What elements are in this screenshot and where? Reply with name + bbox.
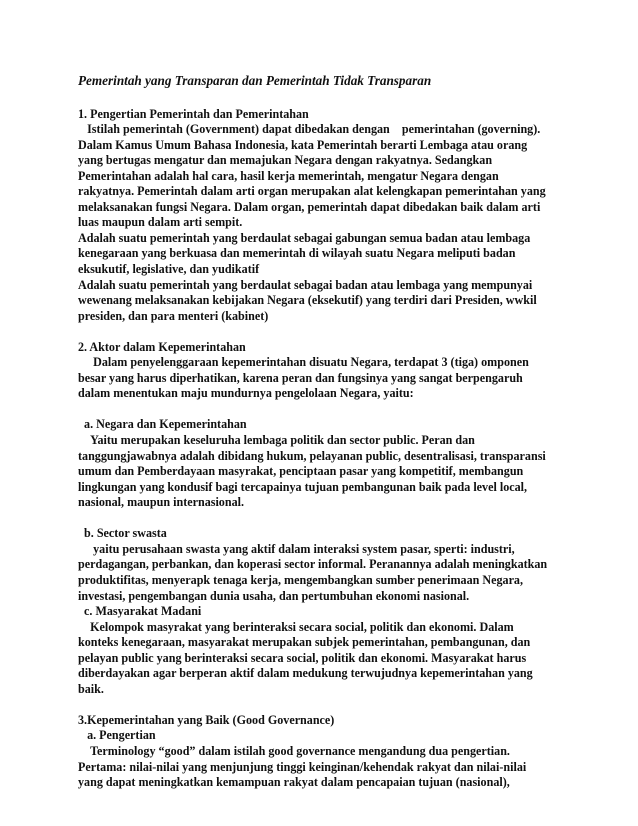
text-line: produktifitas, menyerapk tenaga kerja, mengembangkan sumber penerimaan Negara, bbox=[78, 572, 524, 587]
text-line: melaksanakan fungsi Negara. Dalam organ, pemerintah dapat dibedakan baik dalam arti bbox=[78, 199, 541, 214]
text-line: Kelompok masyrakat yang berinteraksi secara social, politik dan ekonomi. Dalam bbox=[78, 619, 514, 634]
text-line: b. Sector swasta bbox=[78, 526, 167, 541]
text-line: kenegaraan yang berkuasa dan memerintah di wilayah suatu Negara meliputi badan bbox=[78, 246, 516, 261]
text-line: investasi, pengembangan dunia usaha, dan pertumbuhan ekonomi nasional. bbox=[78, 588, 470, 603]
document-body bbox=[78, 70, 578, 791]
text-line: nasional, maupun internasional. bbox=[78, 495, 245, 510]
text-line: eksukutif, legislative, dan yudikatif bbox=[78, 262, 260, 277]
text-line: a. Negara dan Kepemerintahan bbox=[78, 417, 247, 432]
text-line: luas maupun dalam arti sempit. bbox=[78, 215, 243, 230]
text-line: 3.Kepemerintahan yang Baik (Good Governance) bbox=[78, 712, 335, 727]
text-line: Adalah suatu pemerintah yang berdaulat sebagai gabungan semua badan atau lembaga bbox=[78, 230, 531, 245]
text-line: umum dan Pemberdayaan masyrakat, penciptaan pasar yang kompetitif, membangun bbox=[78, 464, 524, 479]
text-line: diberdayakan agar berperan aktif dalam medukung terwujudnya kepemerintahan yang bbox=[78, 666, 533, 681]
text-line: Istilah pemerintah (Government) dapat dibedakan dengan pemerintahan (governing). bbox=[78, 122, 541, 137]
text-line: konteks kenegaraan, masyarakat merupakan subjek pemerintahan, pembangunan, dan bbox=[78, 635, 531, 650]
document-text bbox=[78, 91, 578, 791]
text-line: Yaitu merupakan keseluruha lembaga politik dan sector public. Peran dan bbox=[78, 433, 475, 448]
text-line: lingkungan yang kondusif bagi tercapainya tujuan pembangunan baik pada level local, bbox=[78, 479, 528, 494]
text-line: Adalah suatu pemerintah yang berdaulat sebagai badan atau lembaga yang mempunyai bbox=[78, 277, 533, 292]
text-line: 1. Pengertian Pemerintah dan Pemerintahan bbox=[78, 106, 309, 121]
blank-line bbox=[78, 511, 578, 527]
text-line: Dalam Kamus Umum Bahasa Indonesia, kata Pemerintah berarti Lembaga atau orang bbox=[78, 137, 528, 152]
text-line: wewenang melaksanakan kebijakan Negara (eksekutif) yang terdiri dari Presiden, wwkil bbox=[78, 293, 537, 308]
document-title: Pemerintah yang Transparan dan Pemerintah Tidak Transparan bbox=[78, 73, 432, 88]
text-line: dalam menentukan maju mundurnya pengelolaan Negara, yaitu: bbox=[78, 386, 414, 401]
text-line: a. Pengertian bbox=[78, 728, 156, 743]
text-line: Terminology “good” dalam istilah good governance mengandung dua pengertian. bbox=[78, 743, 510, 758]
blank-line bbox=[78, 402, 578, 418]
text-line: yang dapat meningkatkan kemampuan rakyat dalam pencapaian tujuan (nasional), bbox=[78, 775, 510, 790]
text-line: presiden, dan para menteri (kabinet) bbox=[78, 308, 269, 323]
text-line: Pemerintahan adalah hal cara, hasil kerja memerintah, mengatur Negara dengan bbox=[78, 168, 499, 183]
text-line: perdagangan, perbankan, dan koperasi sector informal. Peranannya adalah meningkatkan bbox=[78, 557, 548, 572]
blank-line bbox=[78, 697, 578, 713]
text-line: yaitu perusahaan swasta yang aktif dalam interaksi system pasar, sperti: industri, bbox=[78, 541, 515, 556]
text-line: tanggungjawabnya adalah dibidang hukum, pelayanan public, desentralisasi, transparansi bbox=[78, 448, 546, 463]
text-line: pelayan public yang berinteraksi secara social, politik dan ekonomi. Masyarakat harus bbox=[78, 650, 527, 665]
text-line: yang bertugas mengatur dan memajukan Negara dengan rakyatnya. Sedangkan bbox=[78, 153, 493, 168]
blank-line bbox=[78, 91, 578, 107]
text-line: besar yang harus diperhatikan, karena peran dan fungsinya yang sangat berpengaruh bbox=[78, 370, 523, 385]
text-line: baik. bbox=[78, 681, 104, 696]
text-line: Dalam penyelenggaraan kepemerintahan disuatu Negara, terdapat 3 (tiga) omponen bbox=[78, 355, 529, 370]
text-line: rakyatnya. Pemerintah dalam arti organ merupakan alat kelengkapan pemerintahan yang bbox=[78, 184, 546, 199]
text-line: 2. Aktor dalam Kepemerintahan bbox=[78, 339, 246, 354]
text-line: Pertama: nilai-nilai yang menjunjung tinggi keinginan/kehendak rakyat dan nilai-nilai bbox=[78, 759, 527, 774]
blank-line bbox=[78, 324, 578, 340]
text-line: c. Masyarakat Madani bbox=[78, 604, 202, 619]
